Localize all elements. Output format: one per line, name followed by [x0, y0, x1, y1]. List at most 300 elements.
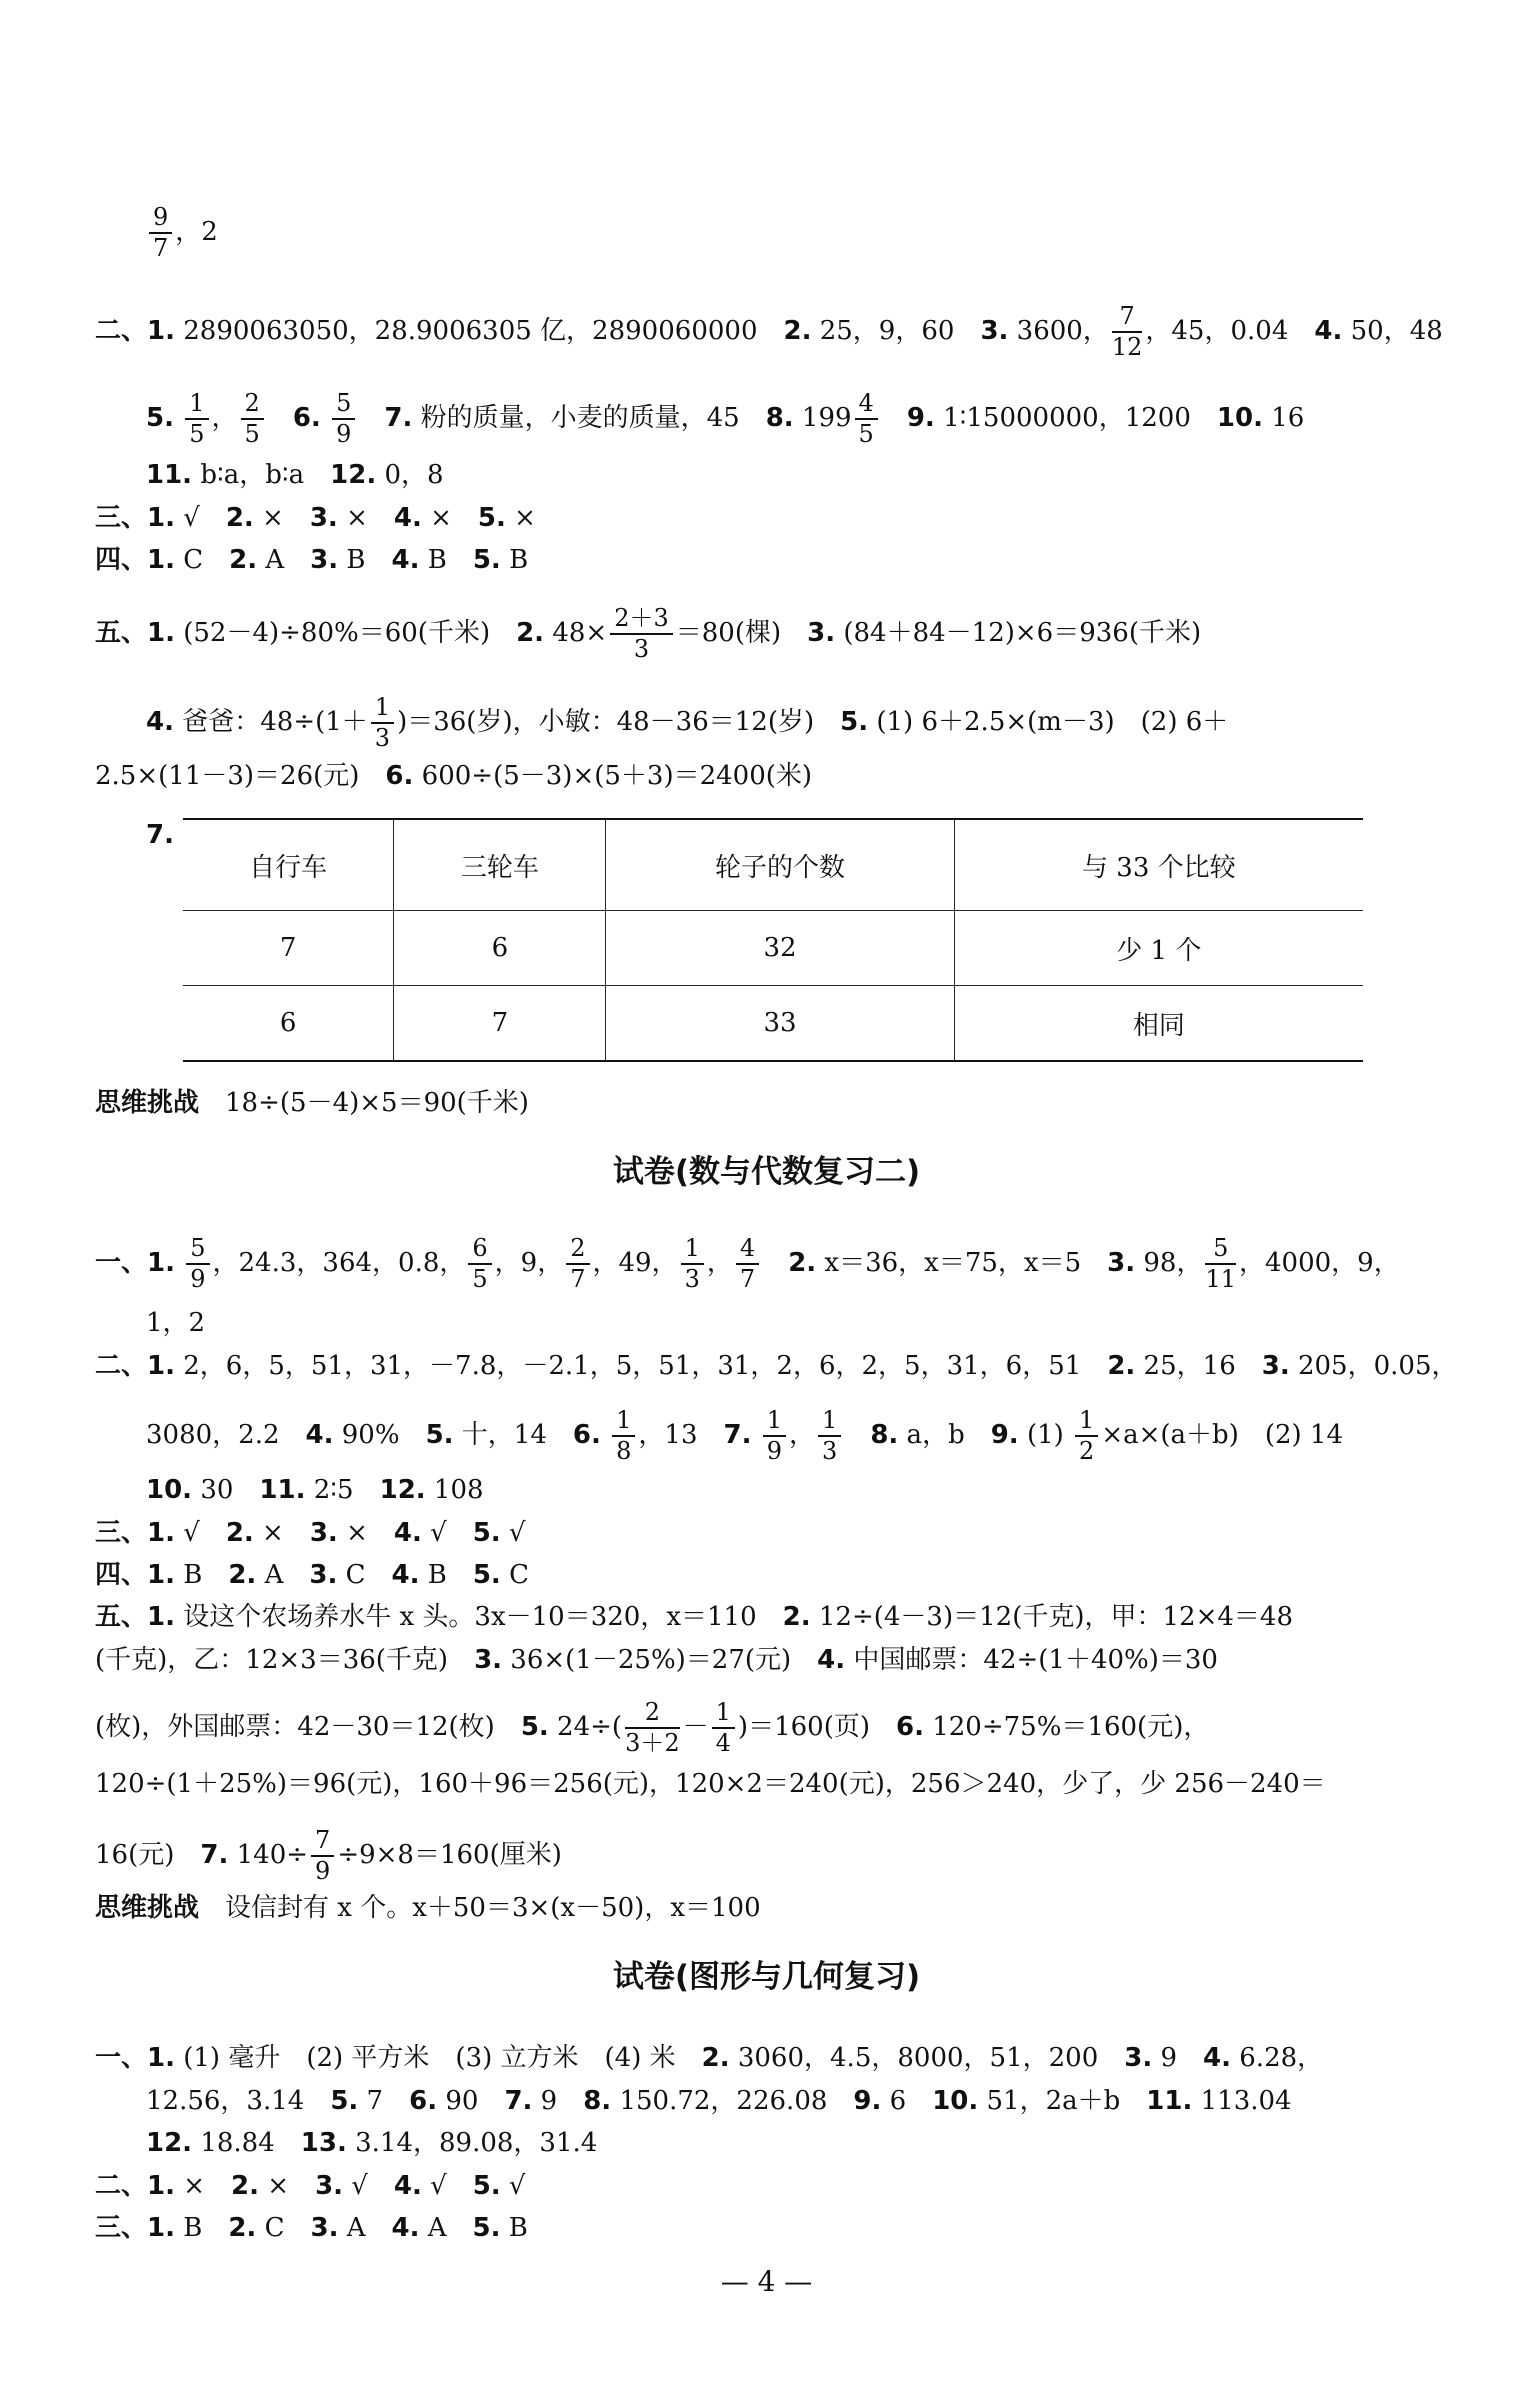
answer-text: 5	[332, 391, 355, 420]
answer-text: 4	[715, 1729, 731, 1758]
answer-text: B	[338, 545, 392, 575]
table-header: 轮子的个数	[606, 819, 954, 911]
answer-text: C	[256, 2213, 311, 2243]
answer-text: 5	[1205, 1236, 1236, 1265]
answer-text: 9	[190, 1265, 206, 1294]
question-number: 11.	[259, 1475, 306, 1505]
answer-text: 1	[185, 391, 208, 420]
answer-text: 爸爸：48÷(1＋	[173, 707, 368, 738]
answer-text: 2∶5	[305, 1475, 380, 1505]
answer-text: ，13	[638, 1420, 724, 1451]
answer-text: 9	[766, 1437, 783, 1466]
continuation-line	[146, 205, 218, 261]
question-number: 5.	[425, 1420, 454, 1451]
answer-text: ×	[505, 503, 536, 533]
p3-section-1-line-1	[95, 2038, 1323, 2078]
answer-text: 113.04	[1192, 2086, 1292, 2116]
question-number: 二、1.	[95, 316, 175, 347]
question-number: 5.	[146, 403, 174, 434]
question-number: 3.	[309, 1518, 338, 1548]
fraction	[681, 1236, 704, 1292]
answer-text: ，	[211, 403, 238, 434]
question-number: 4.	[393, 2171, 422, 2201]
answer-text: ，24.3，364，0.8，	[212, 1248, 466, 1279]
fraction	[186, 1236, 209, 1292]
answer-text: A	[338, 2213, 392, 2243]
answer-text: x＝36，x＝75，x＝5	[816, 1248, 1108, 1279]
question-number: 二、1.	[95, 1351, 175, 1381]
answer-text: 90%	[333, 1420, 426, 1451]
answer-text: 120÷75%＝160(元)，	[923, 1712, 1210, 1743]
fraction	[610, 606, 673, 662]
answer-text: 1	[371, 695, 394, 724]
question-number: 2.	[228, 2213, 257, 2243]
answer-text: 120÷(1＋25%)＝96(元)，160＋96＝256(元)，120×2＝240(元)，256＞240，少了，少 256－240＝	[95, 1769, 1326, 1799]
section-5-line-3	[95, 756, 812, 796]
answer-text: C	[337, 1560, 392, 1590]
answer-text: B	[419, 545, 473, 575]
question-number: 2.	[231, 2171, 259, 2201]
answer-text: √	[500, 2171, 526, 2201]
answer-text: 1	[681, 1236, 704, 1265]
p2-section-2-line-1	[95, 1346, 1458, 1386]
table-cell: 6	[394, 911, 606, 986]
question-number: 5.	[472, 545, 501, 575]
question-number: 9.	[906, 403, 935, 434]
answer-text	[844, 1420, 870, 1450]
answer-text: )＝160(页)	[737, 1712, 896, 1743]
answer-text: 18÷(5－4)×5＝90(千米)	[199, 1088, 529, 1118]
question-number: 12.	[379, 1475, 426, 1505]
question-number: 四、1.	[95, 1560, 175, 1590]
fraction	[149, 205, 172, 261]
table-row	[183, 986, 1363, 1062]
answer-text: 2	[241, 391, 264, 420]
p2-section-2-line-2	[146, 1408, 1343, 1464]
answer-text: 48×	[544, 618, 608, 649]
question-number: 三、1.	[95, 1518, 175, 1548]
table-cell: 7	[394, 986, 606, 1062]
answer-text: 7	[739, 1265, 756, 1294]
answer-text: 1	[763, 1408, 786, 1437]
answer-text: (84＋84－12)×6＝936(千米)	[835, 618, 1202, 649]
answer-text: 108	[425, 1475, 484, 1505]
answer-text: 98，	[1135, 1248, 1203, 1279]
question-number: 四、1.	[95, 545, 175, 575]
question-number: 4.	[817, 1645, 846, 1675]
fraction	[712, 1700, 735, 1756]
question-number: 8.	[765, 403, 794, 434]
answer-text: 205，0.05，	[1289, 1351, 1458, 1381]
answer-text: √	[421, 1518, 473, 1548]
question-number: 7.	[384, 403, 413, 434]
answer-text: 1，2	[146, 1308, 206, 1338]
fraction	[763, 1408, 786, 1464]
answer-text: 50，48	[1342, 316, 1443, 347]
answer-text: 3.14，89.08，31.4	[346, 2128, 598, 2158]
p2-section-2-line-3	[146, 1470, 484, 1510]
question-number: 5.	[472, 1560, 501, 1590]
answer-text: (1)	[1018, 1420, 1073, 1451]
question-number: 三、1.	[95, 503, 175, 533]
answer-text: √	[500, 1518, 526, 1548]
section-2-line-3	[146, 455, 444, 495]
answer-text: 3	[633, 635, 650, 664]
answer-text: 16	[1262, 403, 1305, 434]
question-number: 五、1.	[95, 1602, 175, 1632]
question-number: 10.	[932, 2086, 979, 2116]
answer-text: 36×(1－25%)＝27(元)	[502, 1645, 818, 1675]
question-number: 2.	[225, 1518, 254, 1548]
question-7-label	[146, 815, 174, 855]
fraction	[855, 391, 878, 447]
answer-text: 设这个农场养水牛 x 头。3x－10＝320，x＝110	[174, 1602, 783, 1632]
answer-text: B	[419, 1560, 473, 1590]
answer-text: 90	[437, 2086, 505, 2116]
answer-text: 粉的质量，小麦的质量，45	[412, 403, 766, 434]
p3-section-3-line	[95, 2208, 528, 2248]
answer-text: ，49，	[592, 1248, 678, 1279]
answer-text: 1	[818, 1408, 841, 1437]
answer-text: 30	[192, 1475, 260, 1505]
question-number: 3.	[310, 2213, 339, 2243]
answer-text: 1	[612, 1408, 635, 1437]
question-number: 10.	[1216, 403, 1263, 434]
question-number: 6.	[895, 1712, 924, 1743]
answer-text: 150.72，226.08	[611, 2086, 854, 2116]
answer-text: ，9，	[494, 1248, 564, 1279]
table-cell: 6	[183, 986, 394, 1062]
answer-text: 0，8	[376, 460, 444, 490]
answer-text: 4	[855, 391, 878, 420]
answer-text: B	[500, 2213, 528, 2243]
p3-section-1-line-2	[146, 2081, 1292, 2121]
answer-text: 3	[684, 1265, 700, 1294]
answer-text: √	[343, 2171, 394, 2201]
section-2-line-2	[146, 391, 1304, 447]
question-number: 4.	[305, 1420, 334, 1451]
answer-text: √	[421, 2171, 473, 2201]
answer-text: 5	[189, 420, 205, 449]
table-cell: 32	[606, 911, 954, 986]
p2-section-4-line	[95, 1555, 529, 1595]
question-number: 9.	[990, 1420, 1019, 1451]
question-number: 12.	[146, 2128, 193, 2158]
answer-text: ×	[174, 2171, 232, 2201]
question-number: 6.	[292, 403, 321, 434]
section-5-line-1	[95, 606, 1201, 662]
question-number: 3.	[309, 503, 338, 533]
table-cell: 7	[183, 911, 394, 986]
table-header-row	[183, 819, 1363, 911]
question-number: 3.	[807, 618, 836, 649]
answer-text: 600÷(5－3)×(5＋3)＝2400(米)	[413, 761, 813, 791]
table-row	[183, 911, 1363, 986]
question-number: 思维挑战	[95, 1893, 200, 1923]
answer-text: 5	[186, 1236, 209, 1265]
answer-text: (千克)，乙：12×3＝36(千克)	[95, 1645, 475, 1675]
answer-text: 12.56，3.14	[146, 2086, 331, 2116]
section-title-algebra-review-2: 试卷(数与代数复习二)	[612, 1154, 921, 1190]
answer-text: 5	[858, 420, 874, 449]
question-number: 6.	[409, 2086, 438, 2116]
fraction	[1112, 304, 1143, 360]
answer-text: C	[174, 545, 230, 575]
answer-text: ×	[253, 1518, 310, 1548]
answer-text: ×	[421, 503, 478, 533]
question-number: 2.	[1107, 1351, 1136, 1381]
question-number: 2.	[701, 2043, 730, 2073]
answer-text: 1	[712, 1700, 735, 1729]
question-number: 三、1.	[95, 2213, 175, 2243]
question-number: 2.	[228, 1560, 257, 1590]
answer-text: 6	[468, 1236, 491, 1265]
question-number: 13.	[300, 2128, 347, 2158]
answer-text: 3600，	[1008, 316, 1109, 347]
answer-text: 12	[1111, 333, 1143, 362]
answer-text: 1∶15000000，1200	[934, 403, 1217, 434]
answer-text: 5	[244, 420, 260, 449]
question-number: 3.	[1107, 1248, 1136, 1279]
answer-text: B	[174, 2213, 229, 2243]
question-number: 11.	[146, 460, 193, 490]
question-number: 4.	[1203, 2043, 1231, 2073]
question-number: 7.	[146, 820, 174, 850]
answer-text: 7	[358, 2086, 410, 2116]
fraction	[371, 695, 394, 751]
answer-text: 2	[1079, 1437, 1095, 1466]
question-number: 8.	[870, 1420, 899, 1451]
thinking-challenge-2	[95, 1888, 761, 1928]
question-number: 5.	[472, 1518, 501, 1548]
fraction	[566, 1236, 589, 1292]
question-number: 3.	[1124, 2043, 1153, 2073]
answer-text: 3080，2.2	[146, 1420, 306, 1451]
question-number: 3.	[315, 2171, 344, 2201]
answer-text: A	[256, 1560, 310, 1590]
answer-text: C	[500, 1560, 529, 1590]
answer-text: ，4000，9，	[1239, 1248, 1400, 1279]
p2-section-5-line-2	[95, 1640, 1218, 1680]
question-number: 10.	[146, 1475, 193, 1505]
question-number: 4.	[391, 545, 420, 575]
answer-text: 9	[149, 205, 172, 234]
p3-section-1-line-3	[146, 2123, 597, 2163]
answer-text: 2890063050，28.9006305 亿，2890060000	[174, 316, 784, 347]
table-header: 自行车	[183, 819, 394, 911]
question-number: 5.	[472, 2171, 501, 2201]
fraction	[818, 1408, 841, 1464]
question-number: 4.	[393, 503, 422, 533]
question-number: 7.	[723, 1420, 752, 1451]
answer-text: ，45，0.04	[1145, 316, 1315, 347]
answer-text: 9	[336, 420, 352, 449]
question-number: 4.	[146, 707, 174, 738]
question-number: 思维挑战	[95, 1088, 200, 1118]
question-number: 5.	[330, 2086, 359, 2116]
answer-table	[183, 818, 1363, 1062]
p2-section-5-line-3	[95, 1700, 1209, 1756]
answer-text: )＝36(岁)，小敏：48－36＝12(岁)	[397, 707, 841, 738]
section-title-geometry-review: 试卷(图形与几何复习)	[612, 1959, 921, 1995]
answer-text: ，	[789, 1420, 816, 1451]
answer-text: 9	[532, 2086, 584, 2116]
fraction	[1075, 1408, 1098, 1464]
question-number: 4.	[391, 2213, 420, 2243]
answer-text: 4	[736, 1236, 759, 1265]
fraction	[311, 1828, 334, 1884]
answer-text: 1	[1075, 1408, 1098, 1437]
answer-text: ×	[337, 1518, 394, 1548]
question-number: 5.	[477, 503, 506, 533]
answer-text: 25，9，60	[811, 316, 981, 347]
answer-text: 6.28，	[1231, 2043, 1324, 2073]
question-number: 3.	[1261, 1351, 1290, 1381]
question-number: 二、1.	[95, 2171, 175, 2201]
answer-text: 十，14	[453, 1420, 573, 1451]
answer-text: ×	[253, 503, 310, 533]
question-number: 12.	[330, 460, 377, 490]
answer-text: ×a×(a＋b) (2) 14	[1101, 1420, 1344, 1451]
question-number: 4.	[1314, 316, 1343, 347]
fraction	[332, 391, 355, 447]
answer-text: ，	[706, 1248, 733, 1279]
section-5-line-2	[146, 695, 1228, 751]
question-number: 6.	[385, 761, 414, 791]
answer-text: 3	[374, 724, 391, 753]
fraction	[241, 391, 264, 447]
question-number: 7.	[504, 2086, 533, 2116]
thinking-challenge-1	[95, 1083, 529, 1123]
answer-text: B	[500, 545, 529, 575]
answer-text: 中国邮票：42÷(1＋40%)＝30	[845, 1645, 1218, 1675]
answer-text: 16(元)	[95, 1840, 201, 1871]
fraction	[1205, 1236, 1236, 1292]
answer-text: (1) 6＋2.5×(m－3) (2) 6＋	[868, 707, 1229, 738]
answer-text: 2	[625, 1700, 680, 1729]
question-number: 2.	[516, 618, 545, 649]
answer-text: 51，2a＋b	[978, 2086, 1147, 2116]
question-number: 2.	[783, 316, 812, 347]
p2-section-1-line-2	[146, 1303, 205, 1343]
section-2-line-1	[95, 304, 1443, 360]
answer-text: √	[174, 1518, 226, 1548]
question-number: 9.	[853, 2086, 882, 2116]
p2-section-1-line-1	[95, 1236, 1400, 1292]
question-number: 5.	[520, 1712, 549, 1743]
fraction	[612, 1408, 635, 1464]
section-4-line	[95, 540, 528, 580]
answer-text: 7	[153, 234, 169, 263]
answer-text: a，b	[898, 1420, 991, 1451]
answer-text: B	[174, 1560, 229, 1590]
answer-text: 7	[311, 1828, 334, 1857]
answer-text: 9	[315, 1857, 331, 1886]
answer-text: 7	[1112, 304, 1143, 333]
answer-text: 3060，4.5，8000，51，200	[729, 2043, 1125, 2073]
p3-section-2-line	[95, 2166, 526, 2206]
answer-text: －	[682, 1712, 709, 1743]
question-number: 2.	[782, 1602, 811, 1632]
answer-text: 25，16	[1135, 1351, 1262, 1381]
question-number: 5.	[472, 2213, 501, 2243]
answer-text: √	[174, 503, 226, 533]
answer-text: 18.84	[192, 2128, 301, 2158]
answer-text: A	[257, 545, 311, 575]
answer-text: 199	[793, 403, 852, 434]
answer-text: 7	[570, 1265, 586, 1294]
answer-text	[762, 1248, 788, 1278]
table-header: 与 33 个比较	[954, 819, 1363, 911]
answer-text: ×	[337, 503, 394, 533]
p2-section-5-line-5	[95, 1828, 562, 1884]
p2-section-3-line	[95, 1513, 526, 1553]
answer-text: 12÷(4－3)＝12(千克)，甲：12×4＝48	[810, 1602, 1293, 1632]
answer-text: 3	[822, 1437, 838, 1466]
answer-text: 5	[472, 1265, 488, 1294]
page-number: — 4 —	[720, 2265, 813, 2298]
answer-text: 8	[616, 1437, 632, 1466]
question-number: 6.	[572, 1420, 601, 1451]
answer-text: 9	[1152, 2043, 1204, 2073]
answer-text: A	[419, 2213, 473, 2243]
question-number: 4.	[393, 1518, 422, 1548]
answer-text: ÷9×8＝160(厘米)	[337, 1840, 562, 1871]
question-number: 2.	[229, 545, 258, 575]
table-cell: 少 1 个	[954, 911, 1363, 986]
answer-text: (1) 毫升 (2) 平方米 (3) 立方米 (4) 米	[174, 2043, 702, 2073]
table-cell: 33	[606, 986, 954, 1062]
section-3-line	[95, 498, 536, 538]
question-number: 2.	[788, 1248, 817, 1279]
question-number: 2.	[225, 503, 254, 533]
answer-text: (枚)，外国邮票：42－30＝12(枚)	[95, 1712, 521, 1743]
fraction	[736, 1236, 759, 1292]
question-number: 五、1.	[95, 618, 175, 649]
answer-text: ＝80(棵)	[675, 618, 808, 649]
answer-text: ×	[259, 2171, 316, 2201]
question-number: 11.	[1146, 2086, 1193, 2116]
answer-text: 2，6，5，51，31，－7.8，－2.1，5，51，31，2，6，2，5，31，6，51	[174, 1351, 1108, 1381]
answer-text: 2	[566, 1236, 589, 1265]
answer-text: (52－4)÷80%＝60(千米)	[174, 618, 517, 649]
question-number: 3.	[474, 1645, 503, 1675]
answer-text: 6	[881, 2086, 933, 2116]
table-cell: 相同	[954, 986, 1363, 1062]
answer-text: 24÷(	[548, 1712, 623, 1743]
answer-text: 2.5×(11－3)＝26(元)	[95, 761, 386, 791]
answer-text: 设信封有 x 个。x＋50＝3×(x－50)，x＝100	[199, 1893, 761, 1923]
question-number: 一、1.	[95, 2043, 175, 2073]
question-number: 5.	[840, 707, 869, 738]
p2-section-5-line-4	[95, 1764, 1326, 1804]
p2-section-5-line-1	[95, 1597, 1293, 1637]
table-header: 三轮车	[394, 819, 606, 911]
question-number: 4.	[391, 1560, 420, 1590]
question-number: 7.	[200, 1840, 229, 1871]
fraction	[625, 1700, 680, 1756]
fraction	[468, 1236, 491, 1292]
answer-text: ，2	[175, 217, 218, 248]
question-number: 一、1.	[95, 1248, 175, 1279]
answer-text: 140÷	[228, 1840, 309, 1871]
fraction	[185, 391, 208, 447]
answer-text: 3＋2	[625, 1729, 680, 1758]
answer-text: 2＋3	[610, 606, 673, 635]
answer-text: b∶a，b∶a	[192, 460, 331, 490]
question-number: 3.	[980, 316, 1009, 347]
question-number: 3.	[309, 1560, 338, 1590]
